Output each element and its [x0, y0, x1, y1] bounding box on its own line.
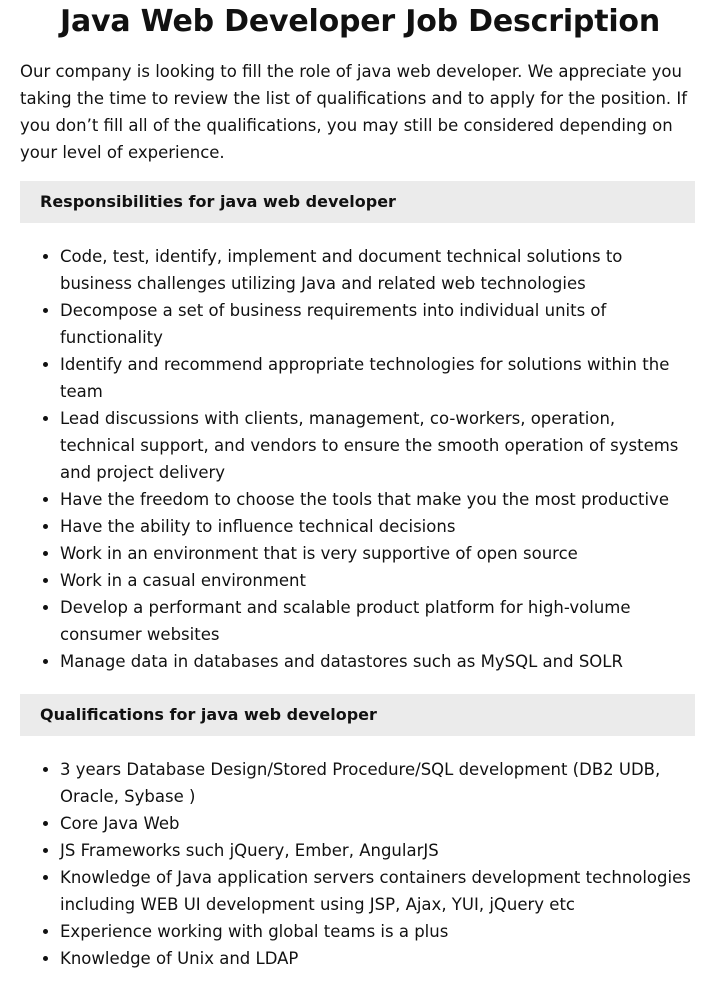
list-item: • Core Java Web [60, 810, 695, 837]
list-item: • Have the ability to influence technical decisions [60, 513, 695, 540]
responsibilities-list [20, 243, 695, 675]
qualifications-list [20, 756, 695, 972]
list-item: • Code, test, identify, implement and document technical solutions to business challenges utilizing Java and related web technologies [60, 243, 695, 297]
list-item: • Work in a casual environment [60, 567, 695, 594]
list-item: • Work in an environment that is very supportive of open source [60, 540, 695, 567]
list-item: • JS Frameworks such jQuery, Ember, AngularJS [60, 837, 695, 864]
list-item: • Experience working with global teams is a plus [60, 918, 695, 945]
list-item: • 3 years Database Design/Stored Procedure/SQL development (DB2 UDB, Oracle, Sybase ) [60, 756, 695, 810]
list-item: • Decompose a set of business requirements into individual units of functionality [60, 297, 695, 351]
list-item: • Develop a performant and scalable product platform for high-volume consumer websites [60, 594, 695, 648]
list-item: • Knowledge of Unix and LDAP [60, 945, 695, 972]
list-item: • Manage data in databases and datastores such as MySQL and SOLR [60, 648, 695, 675]
qualifications-heading: Qualifications for java web developer [20, 694, 695, 736]
responsibilities-heading: Responsibilities for java web developer [20, 181, 695, 223]
list-item: • Identify and recommend appropriate technologies for solutions within the team [60, 351, 695, 405]
list-item: • Lead discussions with clients, management, co-workers, operation, technical support, and vendors to ensure the smooth operation of systems and project delivery [60, 405, 695, 486]
page-title: Java Web Developer Job Description [60, 4, 660, 39]
list-item: • Knowledge of Java application servers containers development technologies including WEB UI development using JSP, Ajax, YUI, jQuery etc [60, 864, 695, 918]
list-item: • Have the freedom to choose the tools that make you the most productive [60, 486, 695, 513]
intro-paragraph: Our company is looking to fill the role of java web developer. We appreciate you taking the time to review the list of qualifications and to apply for the position. If you don’t fill all of the qualifications, you may still be considered depending on your level of experience. [20, 62, 688, 162]
